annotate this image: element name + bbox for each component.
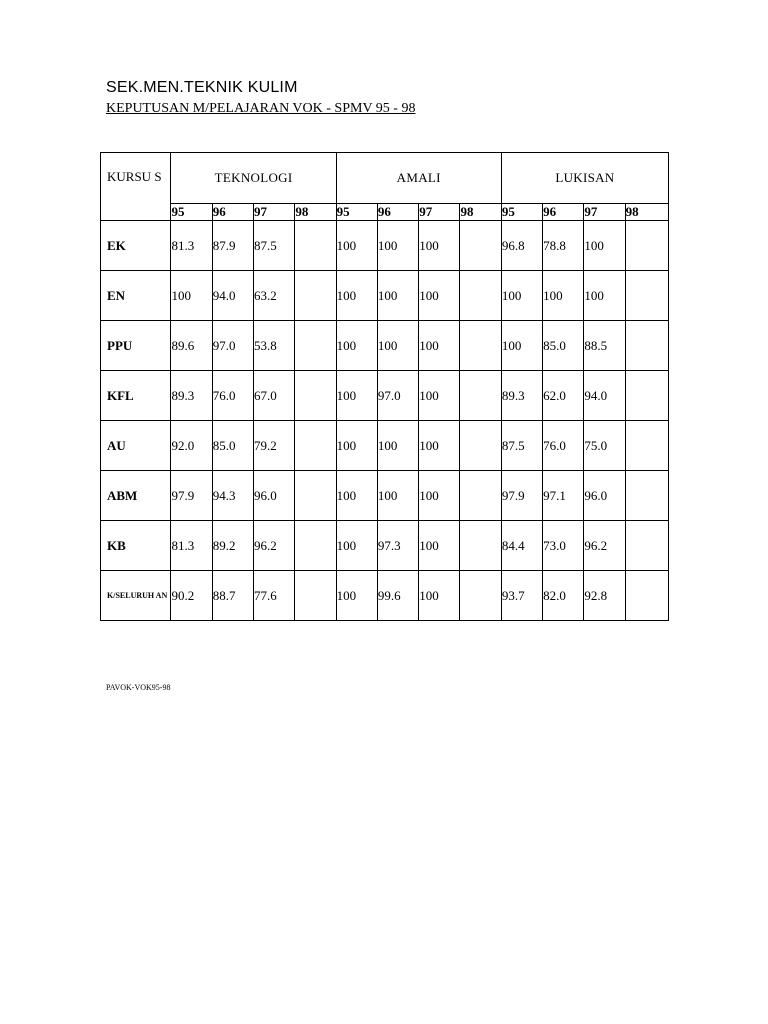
table-cell: [295, 471, 336, 521]
year-header-cell: 98: [460, 204, 501, 221]
year-header-cell: 95: [501, 204, 542, 221]
table-cell: [460, 571, 501, 621]
table-cell: 100: [543, 271, 584, 321]
table-cell: [625, 521, 668, 571]
table-cell: 93.7: [501, 571, 542, 621]
table-cell: 100: [377, 271, 418, 321]
course-code: KFL: [101, 371, 171, 421]
course-code: EK: [101, 221, 171, 271]
table-cell: 76.0: [543, 421, 584, 471]
table-row: [101, 371, 669, 421]
table-cell: 100: [336, 521, 377, 571]
kursus-header: KURSU S: [101, 153, 171, 221]
table-cell: 77.6: [254, 571, 295, 621]
table-cell: 94.0: [212, 271, 253, 321]
table-cell: 88.7: [212, 571, 253, 621]
table-cell: 100: [419, 421, 460, 471]
table-cell: 100: [336, 221, 377, 271]
course-code: AU: [101, 421, 171, 471]
table-cell: [460, 521, 501, 571]
table-cell: 92.8: [584, 571, 625, 621]
table-cell: 87.5: [254, 221, 295, 271]
group-header-amali: AMALI: [336, 153, 501, 204]
table-cell: [295, 521, 336, 571]
table-cell: 100: [171, 271, 212, 321]
course-code: EN: [101, 271, 171, 321]
table-cell: [625, 571, 668, 621]
table-cell: 100: [377, 471, 418, 521]
table-cell: [625, 371, 668, 421]
year-header-cell: 95: [336, 204, 377, 221]
table-cell: 85.0: [543, 321, 584, 371]
table-cell: 89.2: [212, 521, 253, 571]
table-cell: 100: [336, 271, 377, 321]
table-cell: 97.0: [212, 321, 253, 371]
table-cell: [460, 321, 501, 371]
table-cell: [295, 271, 336, 321]
table-cell: 100: [336, 471, 377, 521]
table-row: [101, 221, 669, 271]
table-cell: 62.0: [543, 371, 584, 421]
table-cell: 87.9: [212, 221, 253, 271]
header-row: [101, 153, 669, 204]
table-cell: 63.2: [254, 271, 295, 321]
course-code: K/SELURUH AN: [101, 571, 171, 621]
table-cell: 89.6: [171, 321, 212, 371]
table-cell: 97.9: [171, 471, 212, 521]
table-row: [101, 271, 669, 321]
table-cell: 100: [419, 221, 460, 271]
table-cell: 96.8: [501, 221, 542, 271]
year-header-cell: 97: [254, 204, 295, 221]
table-cell: 84.4: [501, 521, 542, 571]
table-cell: 89.3: [501, 371, 542, 421]
table-cell: 100: [419, 571, 460, 621]
table-cell: 100: [501, 271, 542, 321]
table-cell: [295, 421, 336, 471]
table-cell: 88.5: [584, 321, 625, 371]
table-cell: 53.8: [254, 321, 295, 371]
table-cell: [295, 321, 336, 371]
table-cell: 100: [377, 221, 418, 271]
year-header-cell: 98: [625, 204, 668, 221]
table-row: [101, 421, 669, 471]
table-cell: 100: [419, 321, 460, 371]
table-cell: 89.3: [171, 371, 212, 421]
table-cell: 96.0: [584, 471, 625, 521]
table-cell: 99.6: [377, 571, 418, 621]
table-cell: 100: [336, 371, 377, 421]
table-cell: 92.0: [171, 421, 212, 471]
footer-code: PAVOK-VOK95-98: [106, 683, 171, 692]
table-row: [101, 471, 669, 521]
table-cell: [625, 471, 668, 521]
table-cell: 96.2: [254, 521, 295, 571]
table-cell: 90.2: [171, 571, 212, 621]
table-row: [101, 321, 669, 371]
table-cell: 87.5: [501, 421, 542, 471]
table-cell: 67.0: [254, 371, 295, 421]
results-subtitle: KEPUTUSAN M/PELAJARAN VOK - SPMV 95 - 98: [106, 101, 416, 116]
year-row: [101, 204, 669, 221]
table-cell: 76.0: [212, 371, 253, 421]
table-cell: [295, 571, 336, 621]
table-cell: 97.0: [377, 371, 418, 421]
table-cell: 100: [419, 471, 460, 521]
table-cell: 100: [377, 421, 418, 471]
table-cell: 81.3: [171, 521, 212, 571]
year-header-cell: 97: [419, 204, 460, 221]
table-cell: 81.3: [171, 221, 212, 271]
table-cell: 100: [419, 271, 460, 321]
table-row: [101, 521, 669, 571]
table-cell: [625, 321, 668, 371]
table-cell: 100: [336, 321, 377, 371]
table-cell: 79.2: [254, 421, 295, 471]
table-cell: 73.0: [543, 521, 584, 571]
table-cell: 100: [377, 321, 418, 371]
table-cell: [460, 371, 501, 421]
course-code: KB: [101, 521, 171, 571]
table-cell: 100: [336, 421, 377, 471]
table-cell: 100: [501, 321, 542, 371]
table-cell: 100: [584, 221, 625, 271]
table-cell: 100: [336, 571, 377, 621]
table-cell: 97.9: [501, 471, 542, 521]
group-header-lukisan: LUKISAN: [501, 153, 668, 204]
course-code: PPU: [101, 321, 171, 371]
table-cell: 100: [584, 271, 625, 321]
table-cell: 85.0: [212, 421, 253, 471]
group-header-teknologi: TEKNOLOGI: [171, 153, 336, 204]
table-cell: [460, 471, 501, 521]
table-cell: [295, 371, 336, 421]
table-cell: 100: [419, 521, 460, 571]
table-cell: 97.3: [377, 521, 418, 571]
year-header-cell: 95: [171, 204, 212, 221]
school-title: SEK.MEN.TEKNIK KULIM: [106, 79, 298, 96]
year-header-cell: 98: [295, 204, 336, 221]
table-cell: [295, 221, 336, 271]
table-cell: [460, 271, 501, 321]
table-cell: [625, 221, 668, 271]
table-cell: 100: [419, 371, 460, 421]
year-header-cell: 96: [543, 204, 584, 221]
table-cell: [625, 271, 668, 321]
course-code: ABM: [101, 471, 171, 521]
table-cell: 75.0: [584, 421, 625, 471]
year-header-cell: 97: [584, 204, 625, 221]
table-cell: 78.8: [543, 221, 584, 271]
results-table: [100, 152, 669, 621]
table-cell: 94.0: [584, 371, 625, 421]
table-cell: 96.2: [584, 521, 625, 571]
year-header-cell: 96: [377, 204, 418, 221]
table-cell: [625, 421, 668, 471]
table-cell: [460, 221, 501, 271]
table-cell: [460, 421, 501, 471]
table-cell: 82.0: [543, 571, 584, 621]
year-header-cell: 96: [212, 204, 253, 221]
table-cell: 96.0: [254, 471, 295, 521]
table-cell: 97.1: [543, 471, 584, 521]
table-cell: 94.3: [212, 471, 253, 521]
table-row: [101, 571, 669, 621]
